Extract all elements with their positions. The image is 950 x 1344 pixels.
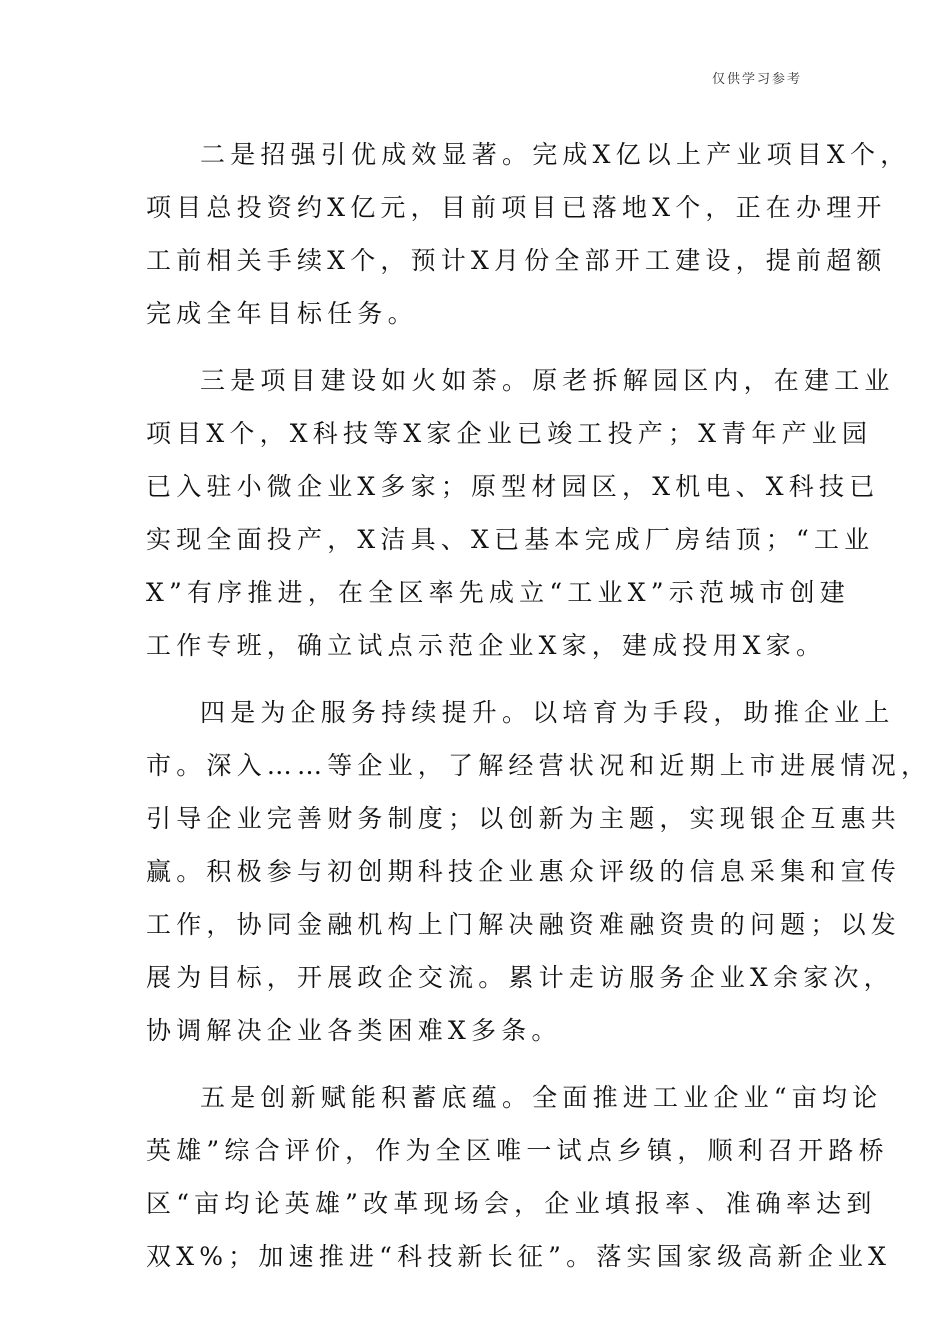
paragraph-line: 双X%；加速推进“科技新长征”。落实国家级高新企业X <box>146 1242 892 1271</box>
paragraph-line: 已入驻小微企业X多家；原型材园区，X机电、X科技已 <box>146 472 880 501</box>
paragraph-line: 英雄”综合评价，作为全区唯一试点乡镇，顺利召开路桥 <box>146 1136 889 1165</box>
paragraph-line: 引导企业完善财务制度；以创新为主题，实现银企互惠共 <box>146 804 902 833</box>
paragraph-line: 二是招强引优成效显著。完成X亿以上产业项目X个， <box>200 140 911 169</box>
paragraph-line: 实现全面投产，X洁具、X已基本完成厂房结顶；“工业 <box>146 525 875 554</box>
paragraph-investment <box>146 128 911 340</box>
paragraph-line: X”有序推进，在全区率先成立“工业X”示范城市创建 <box>146 578 850 607</box>
paragraph-line: 三是项目建设如火如荼。原老拆解园区内，在建工业 <box>200 366 895 395</box>
paragraph-line: 赢。积极参与初创期科技企业惠众评级的信息采集和宣传 <box>146 857 902 886</box>
paragraph-line: 五是创新赋能积蓄底蕴。全面推进工业企业“亩均论 <box>200 1083 883 1112</box>
paragraph-line: 项目总投资约X亿元，目前项目已落地X个，正在办理开 <box>146 193 887 222</box>
paragraph-innovation <box>146 1071 892 1283</box>
paragraph-line: 工作，协同金融机构上门解决融资难融资贵的问题；以发 <box>146 910 902 939</box>
paragraph-service <box>146 686 932 1057</box>
paragraph-line: 工前相关手续X个，预计X月份全部开工建设，提前超额 <box>146 246 887 275</box>
paragraph-line: 四是为企服务持续提升。以培育为手段，助推企业上 <box>200 698 895 727</box>
paragraph-line: 区“亩均论英雄”改革现场会，企业填报率、准确率达到 <box>146 1189 877 1218</box>
paragraph-line: 展为目标，开展政企交流。累计走访服务企业X余家次， <box>146 963 894 992</box>
paragraph-line: 项目X个，X科技等X家企业已竣工投产；X青年产业园 <box>146 419 873 448</box>
paragraph-line: 工作专班，确立试点示范企业X家，建成投用X家。 <box>146 631 827 660</box>
header-note: 仅供学习参考 <box>711 72 802 87</box>
paragraph-line: 协调解决企业各类困难X多条。 <box>146 1016 562 1045</box>
paragraph-line: 市。深入……等企业，了解经营状况和近期上市进展情况， <box>146 751 932 780</box>
body-text <box>146 128 932 1297</box>
paragraph-construction <box>146 354 895 672</box>
paragraph-line: 完成全年目标任务。 <box>146 299 418 328</box>
